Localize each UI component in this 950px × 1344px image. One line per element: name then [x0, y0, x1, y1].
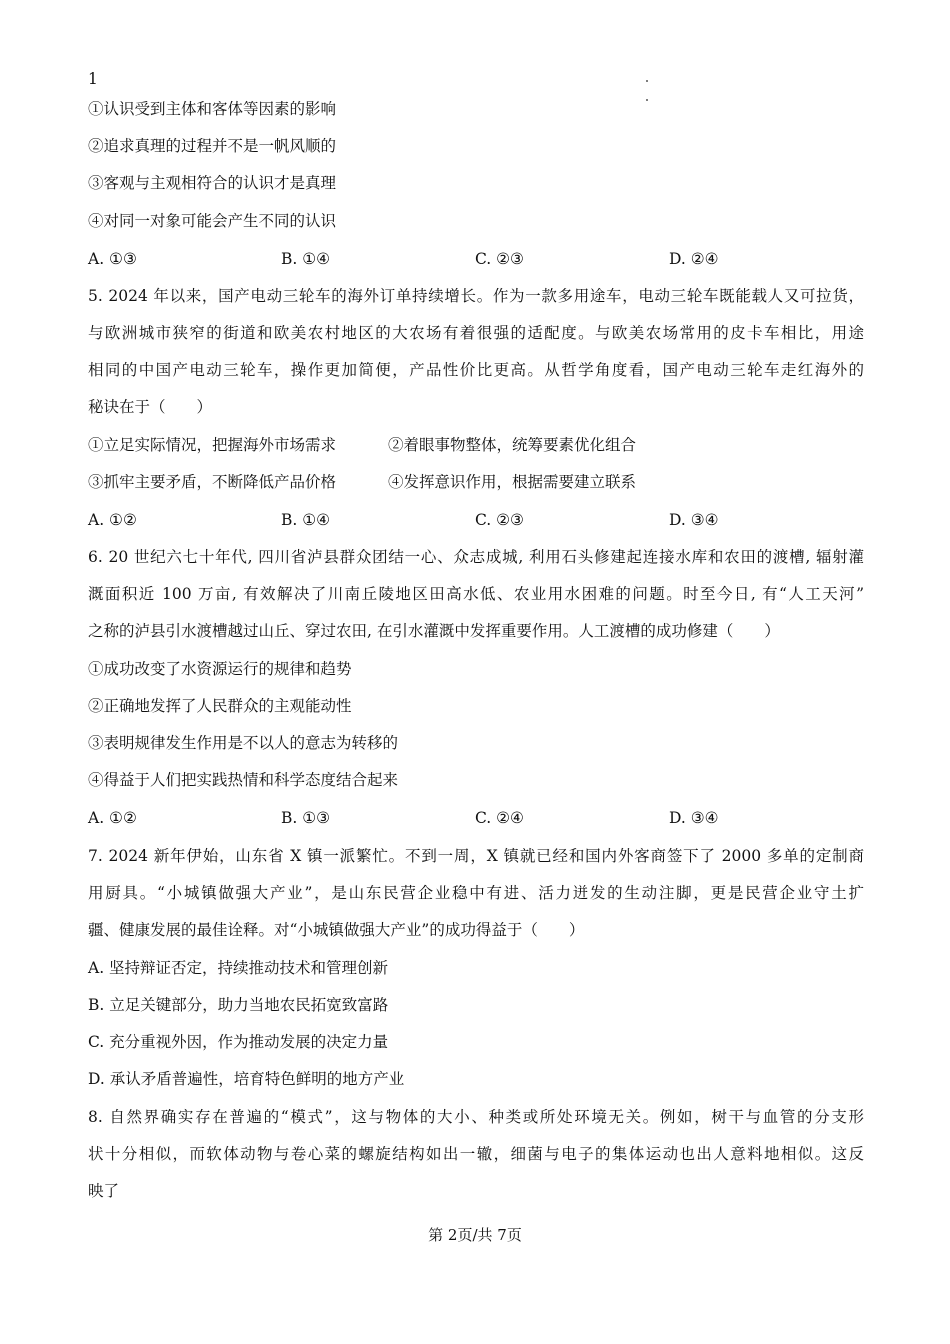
q6-option-a: A. ①②: [88, 809, 137, 827]
q7-option-c: C. 充分重视外因，作为推动发展的决定力量: [88, 1033, 389, 1051]
q8-stem-line-1: 8. 自然界确实存在普遍的“模式”，这与物体的大小、种类或所处环境无关。例如，树干与血管的分支形: [88, 1108, 864, 1126]
page-number-label: 第 2页/共 7页: [428, 1226, 522, 1244]
q4-item-3: ③客观与主观相符合的认识才是真理: [88, 174, 337, 192]
q6-stem-line-3: 之称的泸县引水渡槽越过山丘、穿过农田, 在引水灌溉中发挥重要作用。人工渡槽的成功修建（ ）: [88, 622, 780, 640]
q6-stem-line-1: 6. 20 世纪六七十年代, 四川省泸县群众团结一心、众志成城, 利用石头修建起连接水库和农田的渡槽, 辐射灌: [88, 548, 864, 566]
margin-dot: [646, 80, 648, 82]
q6-option-b: B. ①③: [281, 809, 331, 827]
q6-item-1: ①成功改变了水资源运行的规律和趋势: [88, 660, 352, 678]
q4-option-a: A. ①③: [88, 250, 137, 268]
q5-item-1: ①立足实际情况，把握海外市场需求: [88, 436, 337, 454]
q5-stem-line-1: 5. 2024 年以来，国产电动三轮车的海外订单持续增长。作为一款多用途车，电动三轮车既能载人又可拉货，: [88, 287, 864, 305]
q5-item-3: ③抓牢主要矛盾，不断降低产品价格: [88, 473, 337, 491]
q5-item-2: ②着眼事物整体，统筹要素优化组合: [388, 436, 637, 454]
q4-option-d: D. ②④: [669, 250, 719, 268]
q5-option-b: B. ①④: [281, 511, 331, 529]
q4-item-4: ④对同一对象可能会产生不同的认识: [88, 212, 337, 230]
q7-stem-line-1: 7. 2024 新年伊始，山东省 X 镇一派繁忙。不到一周，X 镇就已经和国内外客商签下了 2000 多单的定制商: [88, 847, 864, 865]
q5-stem-line-2: 与欧洲城市狭窄的街道和欧美农村地区的大农场有着很强的适配度。与欧美农场常用的皮卡车相比，用途: [88, 324, 864, 342]
q5-option-d: D. ③④: [669, 511, 719, 529]
q6-option-d: D. ③④: [669, 809, 719, 827]
q4-item-2: ②追求真理的过程并不是一帆风顺的: [88, 137, 337, 155]
q6-item-4: ④得益于人们把实践热情和科学态度结合起来: [88, 771, 399, 789]
q7-option-b: B. 立足关键部分，助力当地农民拓宽致富路: [88, 996, 389, 1014]
q7-option-a: A. 坚持辩证否定，持续推动技术和管理创新: [88, 959, 389, 977]
q8-stem-line-2: 状十分相似，而软体动物与卷心菜的螺旋结构如出一辙，细菌与电子的集体运动也出人意料地相似。这反: [88, 1145, 864, 1163]
page-marker: 1: [88, 70, 98, 88]
q5-item-4: ④发挥意识作用，根据需要建立联系: [388, 473, 637, 491]
q5-option-c: C. ②③: [475, 511, 524, 529]
q6-item-3: ③表明规律发生作用是不以人的意志为转移的: [88, 734, 399, 752]
q6-option-c: C. ②④: [475, 809, 524, 827]
q5-stem-line-3: 相同的中国产电动三轮车，操作更加简便，产品性价比更高。从哲学角度看，国产电动三轮车走红海外的: [88, 361, 864, 379]
q6-item-2: ②正确地发挥了人民群众的主观能动性: [88, 697, 352, 715]
q5-option-a: A. ①②: [88, 511, 137, 529]
q7-stem-line-3: 疆、健康发展的最佳诠释。对“小城镇做强大产业”的成功得益于（ ）: [88, 921, 585, 939]
q8-stem-line-3: 映了: [88, 1182, 120, 1200]
margin-dot: [646, 99, 648, 101]
q6-stem-line-2: 溉面积近 100 万亩, 有效解决了川南丘陵地区田高水低、农业用水困难的问题。时至今日, 有“人工天河”: [88, 585, 864, 603]
q4-item-1: ①认识受到主体和客体等因素的影响: [88, 100, 337, 118]
q7-option-d: D. 承认矛盾普遍性，培育特色鲜明的地方产业: [88, 1070, 405, 1088]
q5-stem-line-4: 秘诀在于（ ）: [88, 398, 213, 416]
page-footer: [0, 1224, 950, 1245]
q7-stem-line-2: 用厨具。“小城镇做强大产业”，是山东民营企业稳中有进、活力迸发的生动注脚，更是民营企业守土扩: [88, 884, 864, 902]
q4-option-b: B. ①④: [281, 250, 331, 268]
q4-option-c: C. ②③: [475, 250, 524, 268]
